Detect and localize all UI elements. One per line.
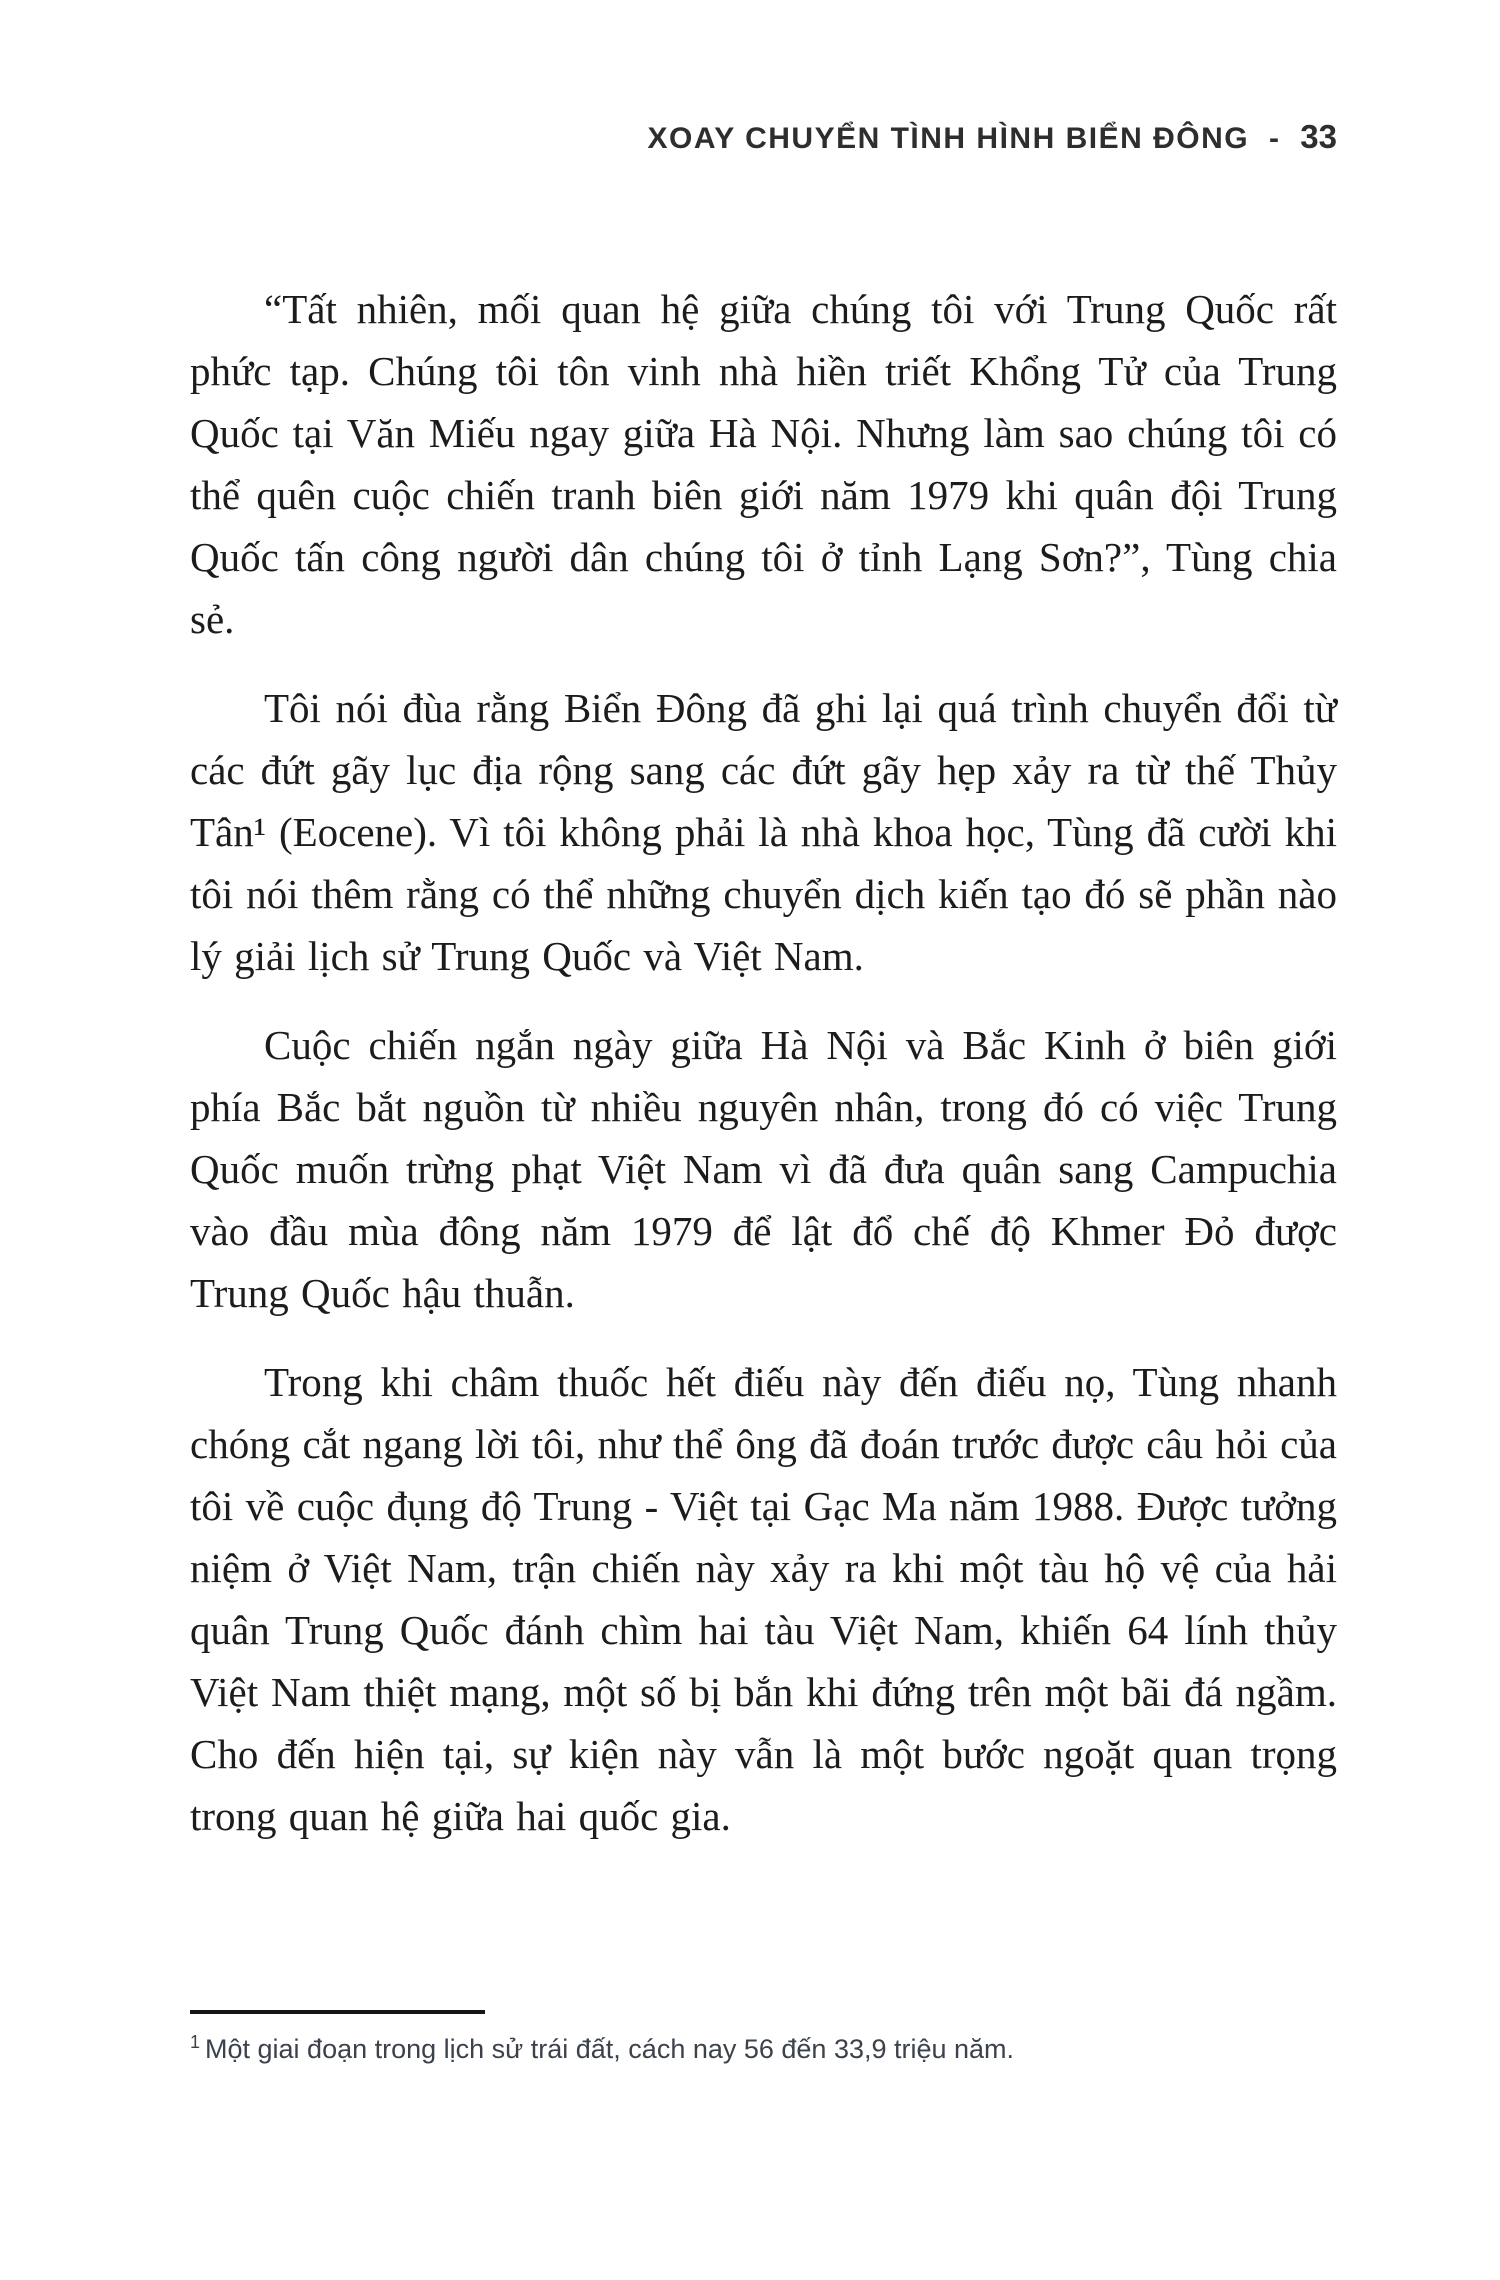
footnote-text: Một giai đoạn trong lịch sử trái đất, cách nay 56 đến 33,9 triệu năm. [205,2034,1015,2064]
footnote [190,2030,1337,2068]
body-text [190,278,1337,1847]
page-number: 33 [1300,118,1337,155]
footnote-area [190,2010,1337,2068]
paragraph-1: “Tất nhiên, mối quan hệ giữa chúng tôi với Trung Quốc rất phức tạp. Chúng tôi tôn vinh nhà hiền triết Khổng Tử của Trung Quốc tại Văn Miếu ngay giữa Hà Nội. Nhưng làm sao chúng tôi có thể quên cuộc chiến tranh biên giới năm 1979 khi quân đội Trung Quốc tấn công người dân chúng tôi ở tỉnh Lạng Sơn?”, Tùng chia sẻ. [190,286,1337,642]
running-header [190,0,1337,156]
paragraph-3: Cuộc chiến ngắn ngày giữa Hà Nội và Bắc Kinh ở biên giới phía Bắc bắt nguồn từ nhiều nguyên nhân, trong đó có việc Trung Quốc muốn trừng phạt Việt Nam vì đã đưa quân sang Campuchia vào đầu mùa đông năm 1979 để lật đổ chế độ Khmer Đỏ được Trung Quốc hậu thuẫn. [190,1022,1337,1316]
chapter-title: XOAY CHUYỂN TÌNH HÌNH BIỂN ĐÔNG [647,122,1250,155]
footnote-divider [190,2010,485,2014]
footnote-marker: 1 [190,2032,201,2052]
paragraph-2: Tôi nói đùa rằng Biển Đông đã ghi lại quá trình chuyển đổi từ các đứt gãy lục địa rộng sang các đứt gãy hẹp xảy ra từ thế Thủy Tân¹ (Eocene). Vì tôi không phải là nhà khoa học, Tùng đã cười khi tôi nói thêm rằng có thể những chuyển dịch kiến tạo đó sẽ phần nào lý giải lịch sử Trung Quốc và Việt Nam. [190,685,1337,979]
header-separator: - [1268,122,1281,155]
paragraph-4: Trong khi châm thuốc hết điếu này đến điếu nọ, Tùng nhanh chóng cắt ngang lời tôi, như thể ông đã đoán trước được câu hỏi của tôi về cuộc đụng độ Trung - Việt tại Gạc Ma năm 1988. Được tưởng niệm ở Việt Nam, trận chiến này xảy ra khi một tàu hộ vệ của hải quân Trung Quốc đánh chìm hai tàu Việt Nam, khiến 64 lính thủy Việt Nam thiệt mạng, một số bị bắn khi đứng trên một bãi đá ngầm. Cho đến hiện tại, sự kiện này vẫn là một bước ngoặt quan trọng trong quan hệ giữa hai quốc gia. [190,1359,1337,1839]
